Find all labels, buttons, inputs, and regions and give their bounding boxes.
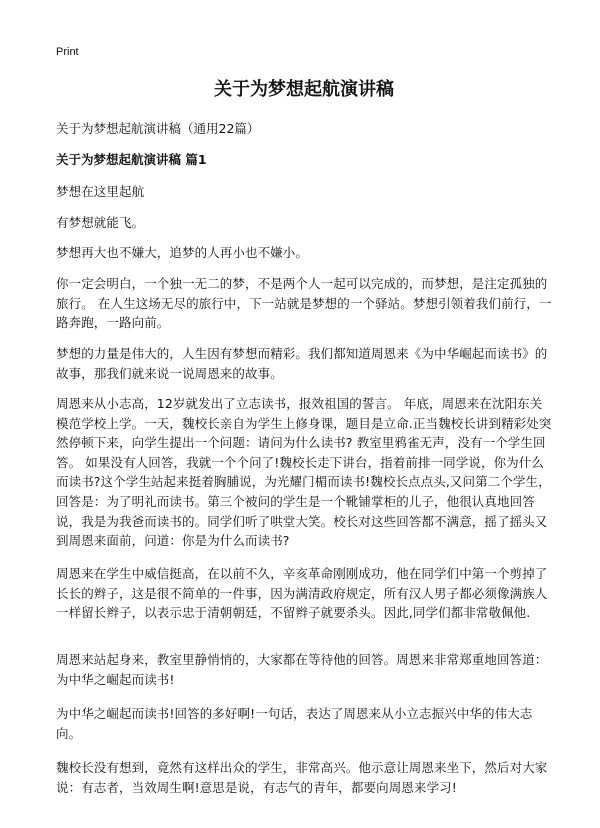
paragraph: 梦想在这里起航 [56, 184, 145, 199]
paragraph: 周恩来站起身来，教室里静悄悄的，大家都在等待他的回答。周恩来非常郑重地回答道：为中华之崛起而读书! [56, 652, 548, 687]
print-link[interactable]: Print [56, 46, 79, 58]
paragraph: 你一定会明白，一个独一无二的梦，不是两个人一起可以完成的，而梦想，是注定孤独的旅行。 在人生这场无尽的旅行中，下一站就是梦想的一个驿站。梦想引领着我们前行，一路奔跑，一路向前。 [56, 276, 552, 331]
page-title: 关于为梦想起航演讲稿 [214, 79, 394, 100]
paragraph: 周恩来在学生中威信挺高，在以前不久，辛亥革命刚刚成功，他在同学们中第一个剪掉了长长的辫子，这是很不简单的一件事，因为满清政府规定，所有汉人男子都必须像满族人一样留长辫子，以表示忠于清朝朝廷，不留辫子就要杀头。因此,同学们都非常敬佩他. [56, 566, 548, 621]
paragraph: 周恩来从小志高，12岁就发出了立志读书，报效祖国的誓言。 年底，周恩来在沈阳东关模范学校上学。一天，魏校长亲自为学生上修身课，题目是立命.正当魏校长讲到精彩处突然停顿下来，向学生提出一个问题：请问为什么读书? 教室里鸦雀无声，没有一个学生回答。 如果没有人回答，我就一个个问了!魏校长走下讲台，指着前排一同学说，你为什么而读书?这个学生站起来挺着胸脯说，为光耀门楣而读书!魏校长点点头,又问第二个学生，回答是：为了明礼而读书。第三个被问的学生是一个靴铺掌柜的儿子，他很认真地回答说，我是为我爸而读书的。同学们听了哄堂大笑。校长对这些回答都不满意，摇了摇头又到周恩来面前，问道：你是为什么而读书? [56, 396, 552, 549]
paragraph: 魏校长没有想到，竟然有这样出众的学生，非常高兴。他示意让周恩来坐下，然后对大家说：有志者，当效周生啊!意思是说，有志气的青年，都要向周恩来学习! [56, 760, 548, 795]
paragraph: 梦想的力量是伟大的，人生因有梦想而精彩。我们都知道周恩来《为中华崛起而读书》的故事，那我们就来说一说周恩来的故事。 [56, 346, 548, 381]
paragraph: 梦想再大也不嫌大，追梦的人再小也不嫌小。 [56, 245, 309, 260]
paragraph: 有梦想就能飞。 [56, 215, 145, 230]
document-subtitle: 关于为梦想起航演讲稿（通用22篇） [56, 121, 260, 136]
paragraph: 为中华之崛起而读书!回答的多好啊!一句话，表达了周恩来从小立志振兴中华的伟大志向。 [56, 706, 533, 741]
section-heading: 关于为梦想起航演讲稿 篇1 [56, 152, 207, 167]
